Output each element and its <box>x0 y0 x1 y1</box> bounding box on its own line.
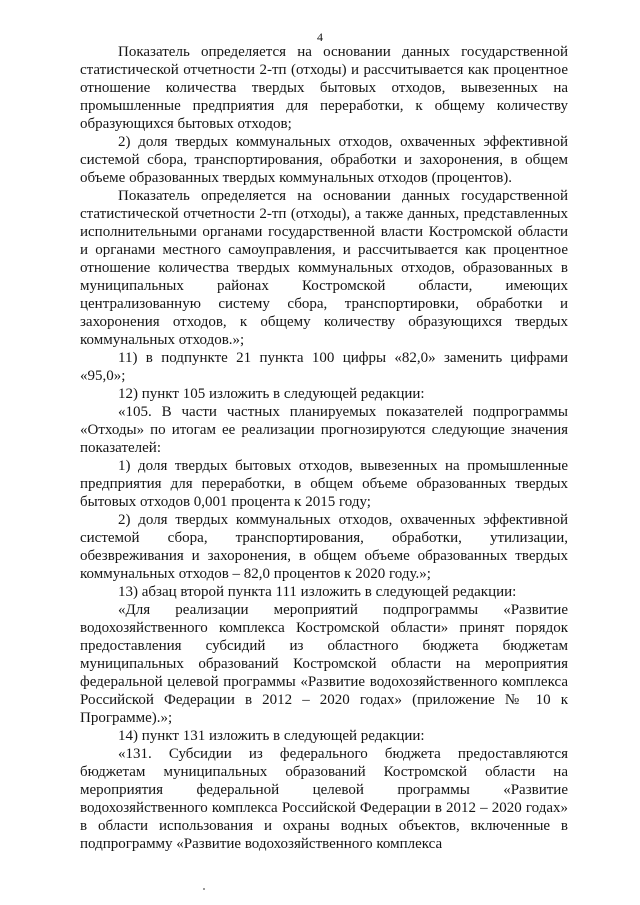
paragraph: 12) пункт 105 изложить в следующей редакции: <box>118 386 425 402</box>
paragraph: 1) доля твердых бытовых отходов, вывезенных на промышленные предприятия для переработки, в общем объеме образованных твердых бытовых отходов 0,001 процента к 2015 году; <box>80 458 568 510</box>
paragraph: «105. В части частных планируемых показателей подпрограммы «Отходы» по итогам ее реализации прогнозируются следующие значения показателей: <box>80 404 568 456</box>
paragraph: «131. Субсидии из федерального бюджета предоставляются бюджетам муниципальных образований Костромской области на мероприятия федеральной целевой программы «Развитие водохозяйственного комплекса Российской Федерации в 2012 – 2020 годах» в области использования и охраны водных объектов, включенные в подпрограмму «Развитие водохозяйственного комплекса <box>80 746 568 852</box>
paragraph: 11) в подпункте 21 пункта 100 цифры «82,0» заменить цифрами «95,0»; <box>80 350 568 384</box>
paragraph: Показатель определяется на основании данных государственной статистической отчетности 2-тп (отходы) и рассчитывается как процентное отношение количества твердых бытовых отходов, вывезенных на промышленные предприятия для переработки, к общему количеству образующихся бытовых отходов; <box>80 44 568 132</box>
paragraph: 14) пункт 131 изложить в следующей редакции: <box>118 728 425 744</box>
paragraph: 2) доля твердых коммунальных отходов, охваченных эффективной системой сбора, транспортирования, обработки, утилизации, обезвреживания и захоронения, в общем объеме образованных твердых коммунальных отходов – 82,0 процентов к 2020 году.»; <box>80 512 568 582</box>
paragraph: 13) абзац второй пункта 111 изложить в следующей редакции: <box>118 584 517 600</box>
paragraph: 2) доля твердых коммунальных отходов, охваченных эффективной системой сбора, транспортирования, обработки и захоронения, в общем объеме образованных твердых коммунальных отходов (процентов). <box>80 134 568 186</box>
page-number: 4 <box>317 30 323 44</box>
scan-speck <box>203 888 205 890</box>
paragraph: «Для реализации мероприятий подпрограммы «Развитие водохозяйственного комплекса Костромской области» принят порядок предоставления субсидий из областного бюджета бюджетам муниципальных образований Костромской области на мероприятия федеральной целевой программы «Развитие водохозяйственного комплекса Российской Федерации в 2012 – 2020 годах» (приложение № 10 к Программе).»; <box>80 602 568 726</box>
paragraph: Показатель определяется на основании данных государственной статистической отчетности 2-тп (отходы), а также данных, представленных исполнительными органами государственной власти Костромской области и органами местного самоуправления, и рассчитывается как процентное отношение количества твердых коммунальных отходов, образованных в муниципальных районах Костромской области, имеющих централизованную систему сбора, транспортировки, обработки и захоронения отходов, к общему количеству образующихся твердых коммунальных отходов.»; <box>80 188 568 348</box>
document-body <box>80 43 568 853</box>
